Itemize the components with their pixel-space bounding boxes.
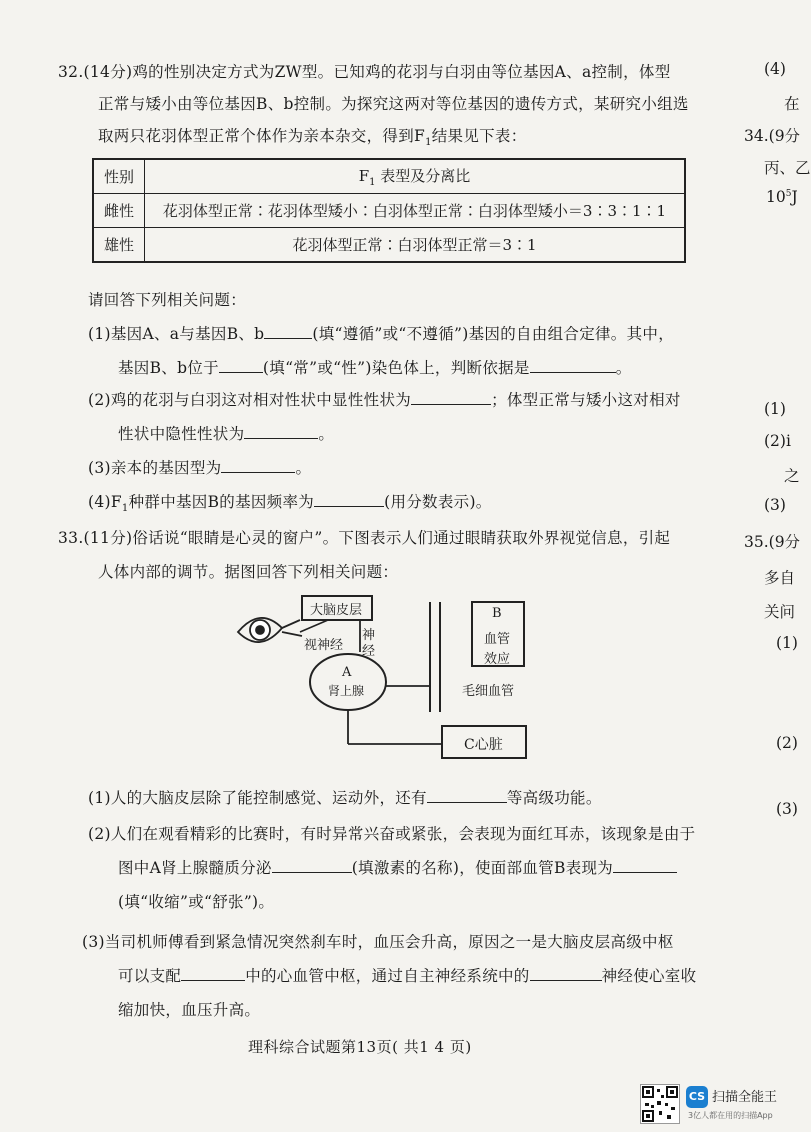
q33-part3-cont: 可以支配 中的心血管中枢，通过自主神经系统中的 神经使心室收 [118, 967, 697, 985]
table-header-phenotype: $F_1$ 表型及分离比 [145, 159, 686, 194]
answer-blank[interactable] [264, 324, 312, 339]
right-col-text: 之 [784, 467, 800, 485]
q32-part2-cont: 性状中隐性性状为 。 [118, 425, 335, 443]
right-col-text: 在 [784, 95, 800, 113]
page-footer: 理科综合试题第13页( 共1 4 页) [248, 1038, 472, 1056]
diagram-b-letter: B [492, 606, 502, 621]
answer-blank[interactable] [411, 390, 491, 405]
right-col-text: 丙、乙 [764, 159, 811, 177]
answer-blank[interactable] [244, 424, 318, 439]
answer-blank[interactable] [530, 966, 602, 981]
right-col-text: 34.(9分 [744, 127, 801, 145]
qr-code-icon [640, 1084, 680, 1124]
q32-part1: (1)基因A、a与基因B、b (填“遵循”或“不遵循”)基因的自由组合定律。其中， [88, 325, 674, 343]
table-row-male-value: 花羽体型正常∶白羽体型正常＝3∶1 [145, 228, 686, 263]
q33-part1: (1)人的大脑皮层除了能控制感觉、运动外，还有 等高级功能。 [88, 789, 602, 807]
answer-blank[interactable] [181, 966, 245, 981]
q32-part2: (2)鸡的花羽与白羽这对相对性状中显性性状为 ；体型正常与矮小这对相对 [88, 391, 681, 409]
q32-part1-cont: 基因B、b位于 (填“常”或“性”)染色体上，判断依据是 。 [118, 359, 632, 377]
camscanner-tagline: 3亿人都在用的扫描App [688, 1111, 773, 1120]
camscanner-name: 扫描全能王 [712, 1090, 778, 1105]
table-row-male-label: 雄性 [93, 228, 145, 263]
diagram-b-label-1: 血管 [484, 632, 511, 647]
diagram-nerve-label-1: 神 [362, 628, 376, 643]
answer-blank[interactable] [613, 858, 677, 873]
right-col-text: (2)i [764, 432, 791, 450]
diagram-capillary-label: 毛细血管 [462, 684, 515, 699]
q33-part3: (3)当司机师傅看到紧急情况突然刹车时，血压会升高，原因之一是大脑皮层高级中枢 [82, 933, 674, 951]
q33-part3-end: 缩加快，血压升高。 [118, 1001, 261, 1019]
camscanner-logo: CS [686, 1086, 708, 1108]
table-row-female-value: 花羽体型正常∶花羽体型矮小∶白羽体型正常∶白羽体型矮小＝3∶3∶1∶1 [145, 194, 686, 228]
q33-line2: 人体内部的调节。据图回答下列相关问题： [98, 563, 399, 581]
answer-blank[interactable] [272, 858, 352, 873]
q32-line1: 32.(14分)鸡的性别决定方式为ZW型。已知鸡的花羽与白羽由等位基因A、a控制，体型 [58, 63, 671, 81]
q33-part2-cont: 图中A肾上腺髓质分泌 (填激素的名称)，使面部血管B表现为 [118, 856, 677, 878]
q32-prompt: 请回答下列相关问题： [88, 291, 247, 309]
right-col-text: (3) [776, 800, 798, 818]
diagram-a-label: 肾上腺 [328, 684, 365, 698]
diagram-b-label-2: 效应 [484, 652, 511, 667]
diagram-nerve-label-2: 经 [362, 644, 376, 659]
q32-part3: (3)亲本的基因型为 。 [88, 459, 312, 477]
answer-blank[interactable] [219, 358, 263, 373]
table-row-female-label: 雌性 [93, 194, 145, 228]
answer-blank[interactable] [221, 458, 295, 473]
right-col-text: $10^5J$ [766, 188, 798, 206]
right-col-text: (4) [764, 60, 786, 78]
diagram-optic-nerve-label: 视神经 [304, 638, 344, 653]
diagram-heart-label: C心脏 [464, 737, 503, 753]
f1-result-table [92, 158, 686, 263]
q32-line3: 取两只花羽体型正常个体作为亲本杂交，得到$F_1$结果见下表： [98, 127, 527, 149]
q33-part2-end: (填“收缩”或“舒张”)。 [118, 893, 275, 911]
diagram-a-letter: A [342, 665, 352, 680]
right-col-text: 35.(9分 [744, 533, 801, 551]
right-col-text: (1) [776, 634, 798, 652]
right-col-text: 多自 [764, 569, 796, 587]
right-col-text: (1) [764, 400, 786, 418]
answer-blank[interactable] [427, 788, 507, 803]
answer-blank[interactable] [314, 492, 384, 507]
q33-line1: 33.(11分)俗话说“眼睛是心灵的窗户”。下图表示人们通过眼睛获取外界视觉信息，引起 [58, 529, 671, 547]
q32-line2: 正常与矮小由等位基因B、b控制。为探究这两对等位基因的遗传方式，某研究小组选 [98, 95, 689, 113]
right-col-text: (2) [776, 734, 798, 752]
diagram-cortex-label: 大脑皮层 [310, 603, 363, 618]
right-col-text: 关问 [764, 603, 796, 621]
right-col-text: (3) [764, 496, 786, 514]
q32-part4: $(4)F_1$种群中基因B的基因频率为 (用分数表示)。 [88, 493, 492, 515]
eye-icon [238, 618, 302, 642]
q33-part2: (2)人们在观看精彩的比赛时，有时异常兴奋或紧张，会表现为面红耳赤，该现象是由于 [88, 825, 696, 843]
table-header-sex: 性别 [93, 159, 145, 194]
answer-blank[interactable] [530, 358, 616, 373]
